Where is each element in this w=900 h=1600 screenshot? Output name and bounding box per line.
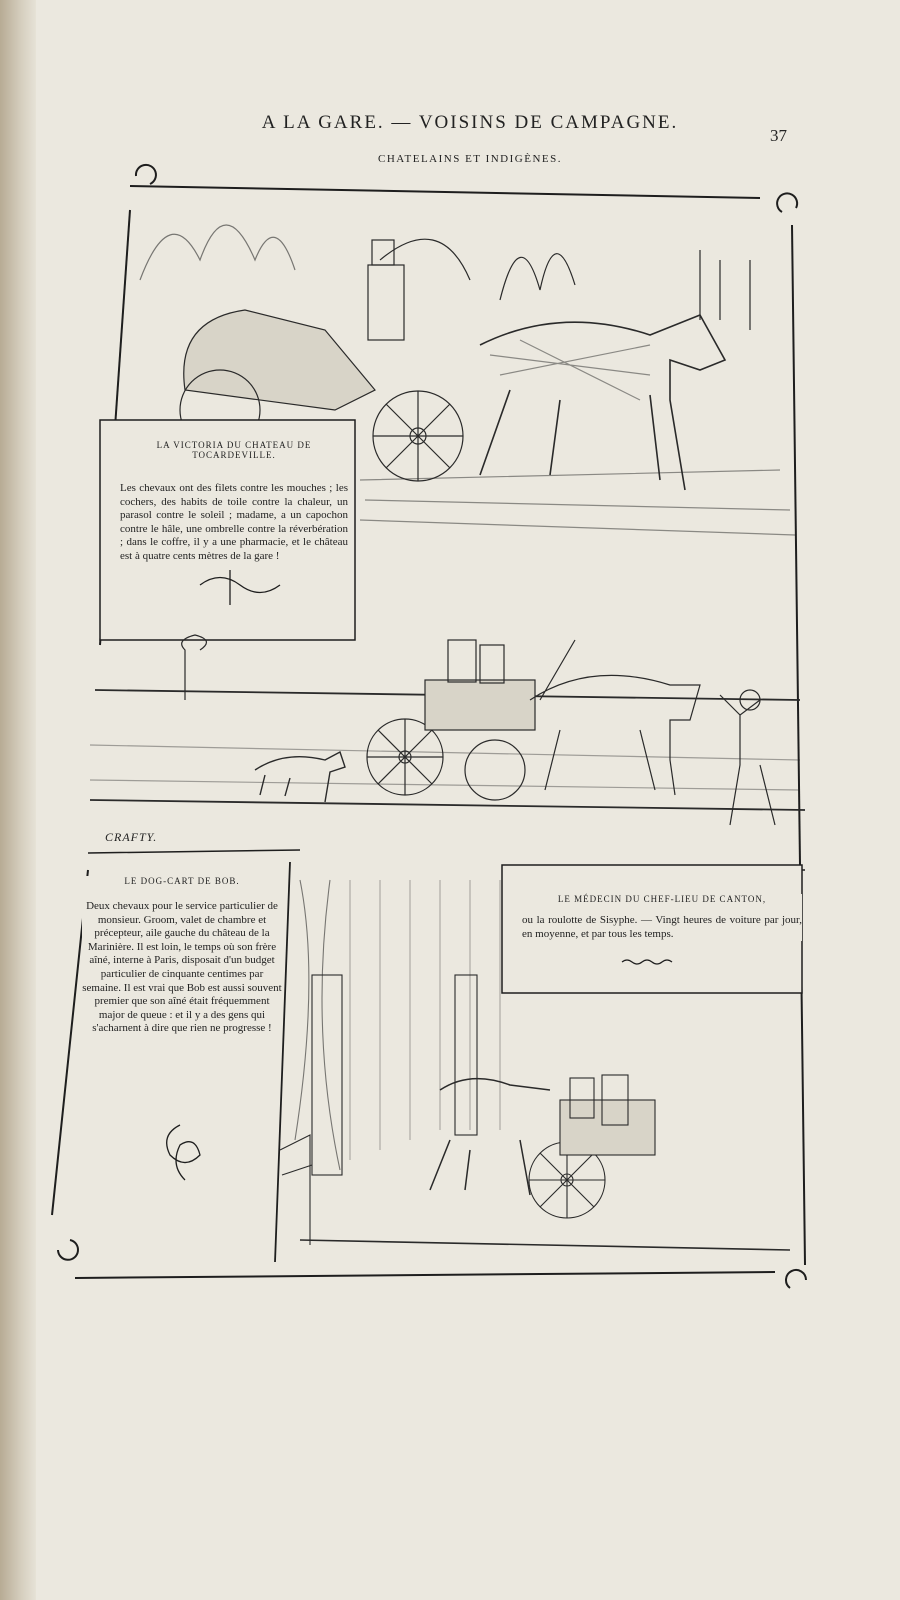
caption-title: LE MÉDECIN DU CHEF-LIEU DE CANTON,	[557, 894, 767, 904]
horseshoe-icon	[786, 1270, 806, 1288]
caption-body: ou la roulotte de Sisyphe. — Vingt heures de voiture par jour, en moyenne, et par tous les temps.	[522, 914, 802, 940]
horseshoe-icon	[136, 165, 156, 184]
frame-right-line	[792, 225, 805, 1265]
frame-top-line	[130, 186, 760, 198]
frame-bottom-line	[75, 1272, 775, 1278]
caption-victoria	[120, 440, 348, 564]
caption-title: LA VICTORIA DU CHATEAU DE TOCARDEVILLE.	[156, 440, 312, 460]
horseshoe-icon	[58, 1240, 78, 1260]
caption-doctor	[522, 894, 802, 941]
page-title: A LA GARE. — VOISINS DE CAMPAGNE.	[261, 112, 679, 133]
caption-body: Deux chevaux pour le service particulier de monsieur. Groom, valet de chambre et précepteur, aile gauche du château de la Marinière. Il est loin, le temps où son frère aîné, interne à Paris, disposait d'un budget particulier de cinquante centimes par semaine. Il est vrai que Bob est aussi souvent premier que son aîné était fréquemment major de queue : et il y a des gens qui s'acharnent à dire que rien ne progresse !	[82, 900, 282, 1035]
page-subtitle: CHATELAINS ET INDIGÈNES.	[378, 153, 562, 165]
horseshoe-icon	[777, 193, 797, 212]
caption-dogcart	[82, 876, 282, 1036]
artist-signature: CRAFTY.	[105, 830, 158, 844]
caption-body: Les chevaux ont des filets contre les mouches ; les cochers, des habits de toile contre la chaleur, un parasol contre le soleil ; madame, a un capochon contre le hâle, une ombrelle contre la réverbération ; dans le coffre, il y a une pharmacie, et le château est à quatre cents mètres de la gare !	[120, 482, 348, 562]
caption-title: LE DOG-CART DE BOB.	[124, 876, 240, 886]
panel-dogcart-scene	[90, 635, 805, 825]
ornament-icon	[167, 1125, 200, 1180]
page-number: 37	[770, 126, 787, 145]
